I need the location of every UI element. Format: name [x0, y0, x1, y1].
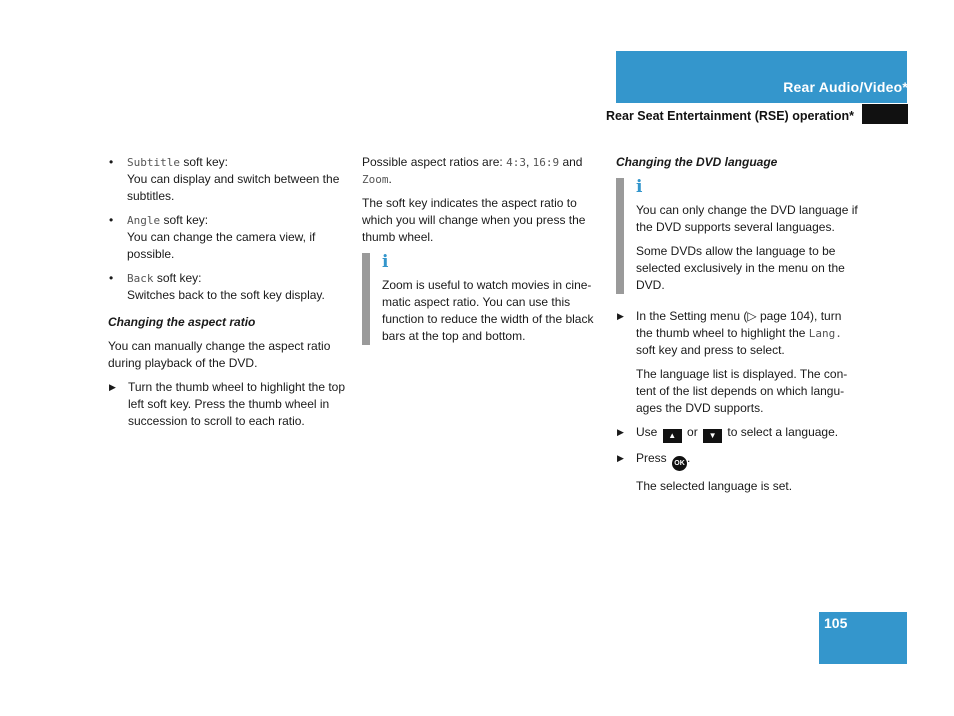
step-arrow-icon: ▶: [617, 453, 624, 463]
down-button-icon: ▼: [703, 429, 722, 443]
instruction-step: ▶ Use ▲ or ▼ to select a language.: [616, 424, 858, 443]
step-arrow-icon: ▶: [617, 427, 624, 437]
list-item-angle-key: • Angle soft key: You can change the camera view, if possible.: [109, 213, 316, 261]
ratio-4-3: 4:3: [506, 156, 526, 169]
softkey-name: Angle: [127, 214, 161, 227]
softkey-name: Back: [127, 272, 154, 285]
instruction-step: ▶ In the Setting menu (▷ page 104), turn the thumb wheel to highlight the Lang. soft key and press to select.: [617, 309, 842, 357]
list-item-subtitle-key: • Subtitle soft key: You can display and switch between the subtitles.: [109, 155, 340, 203]
section-title: Rear Audio/Video*: [783, 79, 908, 95]
bullet-icon: •: [109, 155, 114, 169]
step-arrow-icon: ▶: [617, 311, 624, 321]
ok-button-icon: OK: [672, 456, 687, 471]
column-3: [616, 154, 858, 502]
list-item-back-key: • Back soft key: Switches back to the soft key display.: [109, 271, 325, 302]
instruction-step: ▶ Press OK .: [616, 450, 858, 471]
column-1: [108, 154, 348, 437]
list-item-description: Switches back to the soft key display.: [127, 288, 325, 302]
bullet-icon: •: [109, 213, 114, 227]
page-ref-icon: ▷: [747, 309, 757, 323]
info-note-zoom: [362, 253, 602, 345]
heading-dvd-language: Changing the DVD language: [616, 155, 778, 169]
section-subtitle: Rear Seat Entertainment (RSE) operation*: [606, 109, 854, 123]
softkey-name: Lang.: [808, 327, 842, 340]
instruction-step: ▶ Turn the thumb wheel to highlight the top left soft key. Press the thumb wheel in succession to scroll to each ratio.: [109, 380, 346, 428]
heading-aspect-ratio: Changing the aspect ratio: [108, 315, 256, 329]
section-tab-marker: [862, 104, 908, 124]
note-bar: [616, 178, 624, 294]
step-arrow-icon: ▶: [109, 382, 116, 392]
ratio-zoom: Zoom: [362, 173, 389, 186]
list-item-description: You can change the camera view, if possible.: [127, 230, 316, 261]
step-result: The selected language is set.: [636, 479, 793, 493]
bullet-icon: •: [109, 271, 114, 285]
note-text: Zoom is useful to watch movies in cine-matic aspect ratio. You can use this function to reduce the width of the black bars at the top and bottom.: [382, 278, 594, 343]
step-result: The language list is displayed. The con-tent of the list depends on which langu-ages the DVD supports.: [636, 367, 848, 415]
info-icon: i: [382, 252, 389, 272]
note-text: Some DVDs allow the language to be selected exclusively in the menu on the DVD.: [636, 244, 845, 292]
up-button-icon: ▲: [663, 429, 682, 443]
info-icon: i: [636, 177, 643, 197]
note-bar: [362, 253, 370, 345]
page-number: 105: [824, 615, 848, 631]
note-text: You can only change the DVD language if the DVD supports several languages.: [636, 203, 858, 234]
column-2: [362, 154, 602, 355]
softkey-name: Subtitle: [127, 156, 180, 169]
info-note-language: [616, 178, 858, 294]
list-item-description: You can display and switch between the subtitles.: [127, 172, 340, 203]
paragraph-soft-key: The soft key indicates the aspect ratio to which you will change when you press the thumb wheel.: [362, 196, 586, 244]
paragraph-aspect-ratios: Possible aspect ratios are: 4:3, 16:9 and Zoom.: [362, 155, 583, 186]
paragraph-aspect-intro: You can manually change the aspect ratio during playback of the DVD.: [108, 339, 331, 370]
ratio-16-9: 16:9: [532, 156, 560, 169]
